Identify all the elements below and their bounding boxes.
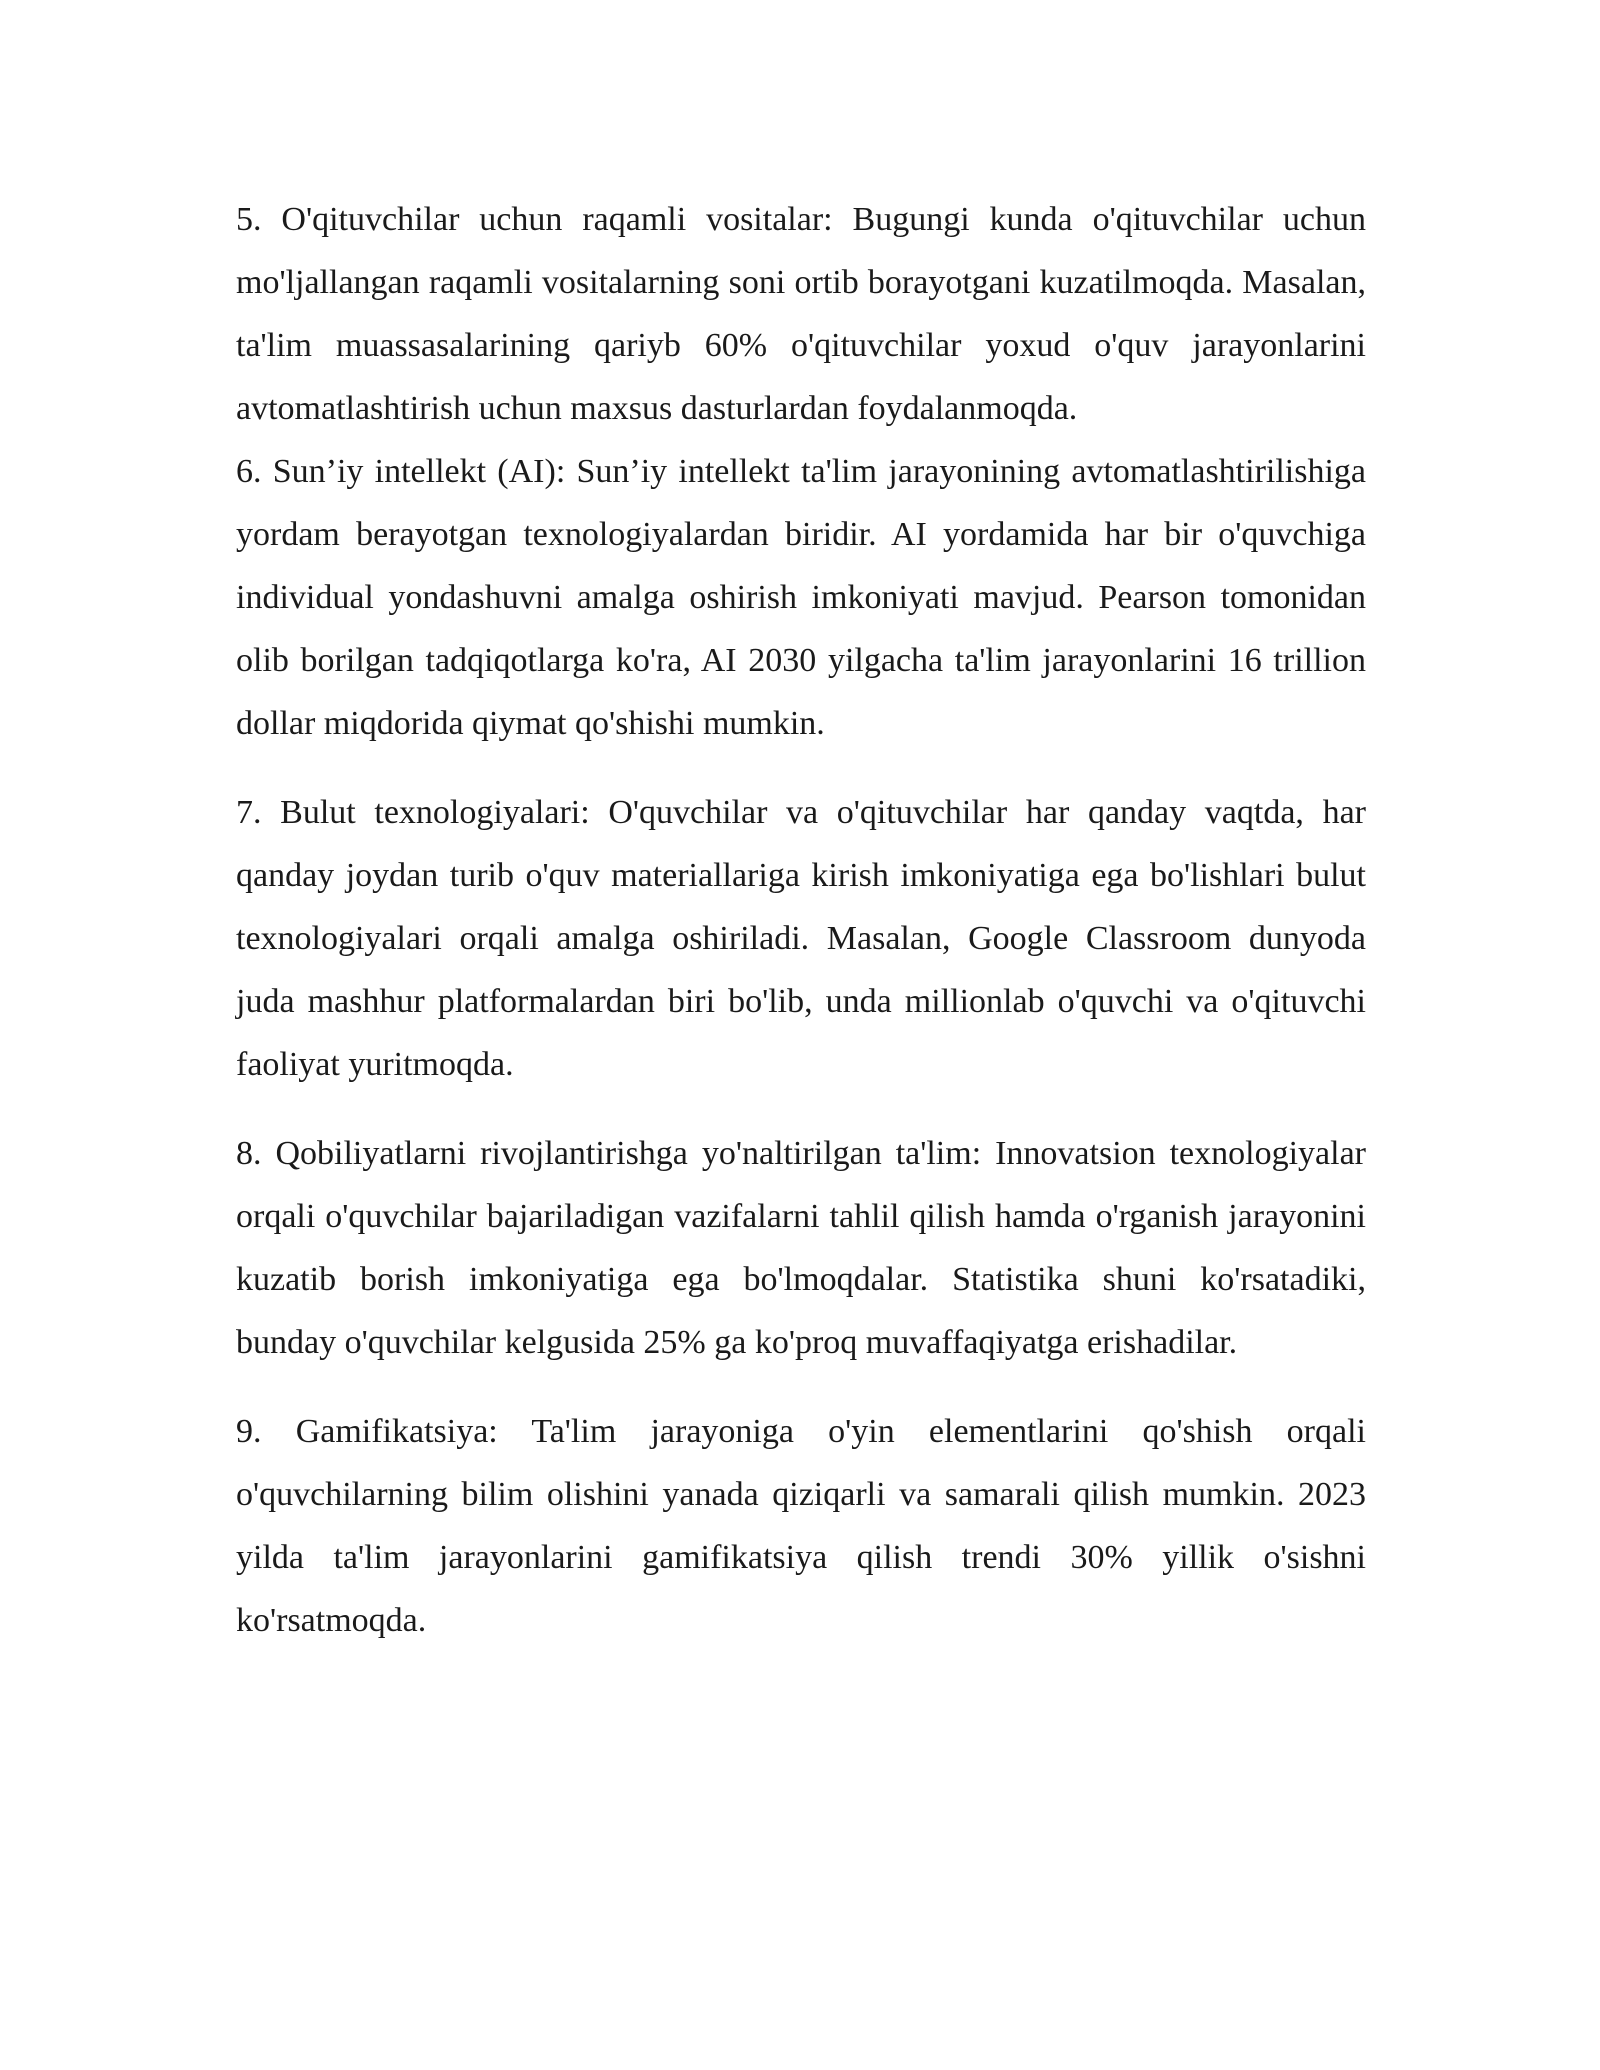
- item-8-text: 8. Qobiliyatlarni rivojlantirishga yo'naltirilgan ta'lim: Innovatsion texnologiyalar orqali o'quvchilar bajariladigan vazifalarni tahlil qilish hamda o'rganish jarayonini kuzatib borish imkoniyatiga ega bo'lmoqdalar. Statistika shuni ko'rsatadiki, bunday o'quvchilar kelgusida 25% ga ko'proq muvaffaqiyatga erishadilar.: [236, 1135, 1366, 1361]
- paragraph-8: [236, 1122, 1366, 1374]
- item-6-text: 6. Sun’iy intellekt (AI): Sun’iy intellekt ta'lim jarayonining avtomatlashtirilishiga yordam berayotgan texnologiyalardan biridir. AI yordamida har bir o'quvchiga individual yondashuvni amalga oshirish imkoniyati mavjud. Pearson tomonidan olib borilgan tadqiqotlarga ko'ra, AI 2030 yilgacha ta'lim jarayonlarini 16 trillion dollar miqdorida qiymat qo'shishi mumkin.: [236, 453, 1366, 742]
- item-7-text: 7. Bulut texnologiyalari: O'quvchilar va o'qituvchilar har qanday vaqtda, har qanday joydan turib o'quv materiallariga kirish imkoniyatiga ega bo'lishlari bulut texnologiyalari orqali amalga oshiriladi. Masalan, Google Classroom dunyoda juda mashhur platformalardan biri bo'lib, unda millionlab o'quvchi va o'qituvchi faoliyat yuritmoqda.: [236, 794, 1366, 1083]
- body-text: [236, 188, 1366, 1678]
- paragraph-5-6: [236, 188, 1366, 755]
- paragraph-7: [236, 781, 1366, 1096]
- item-5-text: 5. O'qituvchilar uchun raqamli vositalar: Bugungi kunda o'qituvchilar uchun mo'ljallangan raqamli vositalarning soni ortib borayotgani kuzatilmoqda. Masalan, ta'lim muassasalarining qariyb 60% o'qituvchilar yoxud o'quv jarayonlarini avtomatlashtirish uchun maxsus dasturlardan foydalanmoqda.: [236, 201, 1366, 427]
- paragraph-9: [236, 1400, 1366, 1652]
- item-9-text: 9. Gamifikatsiya: Ta'lim jarayoniga o'yin elementlarini qo'shish orqali o'quvchilarning bilim olishini yanada qiziqarli va samarali qilish mumkin. 2023 yilda ta'lim jarayonlarini gamifikatsiya qilish trendi 30% yillik o'sishni ko'rsatmoqda.: [236, 1413, 1366, 1639]
